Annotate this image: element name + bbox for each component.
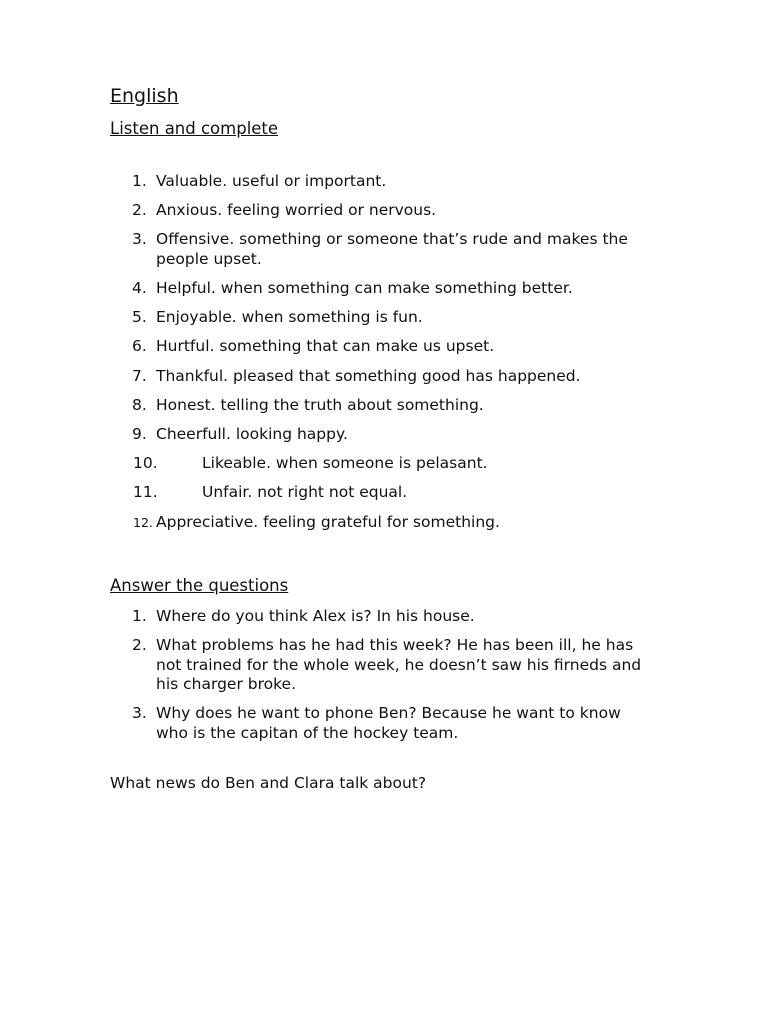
list-item xyxy=(110,513,650,533)
item-number: 9. xyxy=(132,425,147,443)
vocabulary-list xyxy=(110,172,650,542)
item-number: 2. xyxy=(132,201,147,220)
item-text: Unfair. not right not equal. xyxy=(202,483,408,502)
item-text: Thankful. pleased that something good has happened. xyxy=(156,366,581,385)
list-item xyxy=(110,172,650,192)
list-item xyxy=(110,279,650,299)
item-number: 2. xyxy=(132,636,147,655)
item-text: Helpful. when something can make something better. xyxy=(156,279,573,298)
item-number: 1. xyxy=(132,172,147,190)
item-text: Why does he want to phone Ben? Because he want to know who is the capitan of the hockey team. xyxy=(156,704,621,742)
list-item xyxy=(110,396,650,416)
section-heading-answer: Answer the questions xyxy=(110,576,289,595)
list-item xyxy=(110,337,650,357)
item-text: Offensive. something or someone that’s rude and makes the people upset. xyxy=(156,230,628,268)
item-number: 4. xyxy=(132,279,147,298)
list-item xyxy=(110,454,650,474)
item-text: Honest. telling the truth about something. xyxy=(156,395,484,414)
list-item xyxy=(110,607,650,627)
item-text: What problems has he had this week? He has been ill, he has not trained for the whole week, he doesn’t saw his firneds and his charger broke. xyxy=(156,636,642,694)
item-number: 8. xyxy=(132,395,147,414)
item-text: Appreciative. feeling grateful for something. xyxy=(156,512,500,531)
list-item xyxy=(110,636,650,695)
item-text: Valuable. useful or important. xyxy=(156,172,387,190)
item-number: 10. xyxy=(133,454,158,473)
list-item xyxy=(110,425,650,445)
list-item xyxy=(110,483,650,503)
item-number: 3. xyxy=(132,704,147,723)
item-text: Hurtful. something that can make us upset. xyxy=(156,337,495,356)
item-number: 12. xyxy=(133,514,153,530)
item-number: 7. xyxy=(132,366,147,385)
item-text: Where do you think Alex is? In his house. xyxy=(156,607,475,625)
list-item xyxy=(110,230,650,269)
list-item xyxy=(110,367,650,387)
item-number: 5. xyxy=(132,308,147,327)
questions-list xyxy=(110,607,650,753)
item-text: Likeable. when someone is pelasant. xyxy=(202,454,488,473)
item-number: 1. xyxy=(132,607,147,625)
item-text: Cheerfull. looking happy. xyxy=(156,425,348,443)
item-number: 6. xyxy=(132,337,147,356)
list-item xyxy=(110,201,650,221)
list-item xyxy=(110,704,650,743)
item-text: Enjoyable. when something is fun. xyxy=(156,308,423,327)
item-number: 3. xyxy=(132,230,147,249)
document-title: English xyxy=(110,85,179,107)
list-item xyxy=(110,308,650,328)
closing-question: What news do Ben and Clara talk about? xyxy=(110,774,427,792)
item-number: 11. xyxy=(133,483,158,502)
item-text: Anxious. feeling worried or nervous. xyxy=(156,201,437,220)
section-heading-listen: Listen and complete xyxy=(110,119,279,138)
